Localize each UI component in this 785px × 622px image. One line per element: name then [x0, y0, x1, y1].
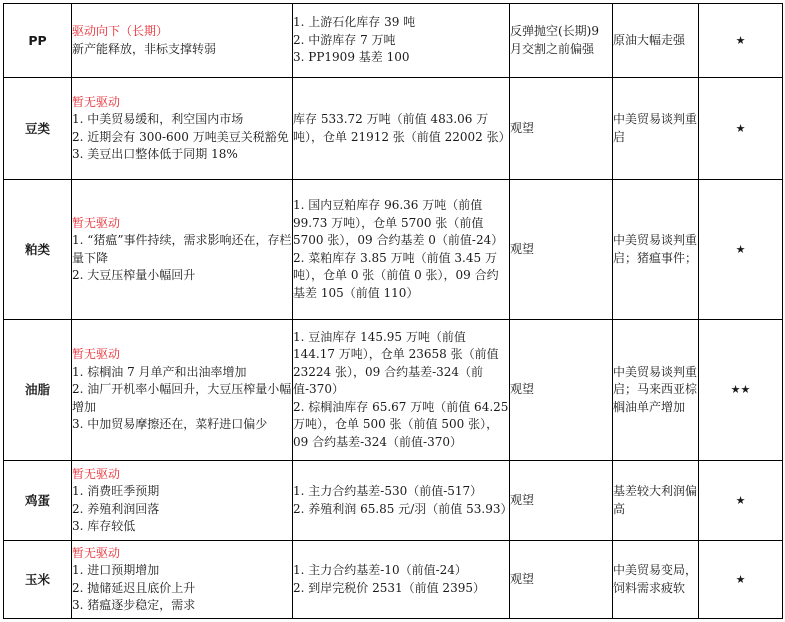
drive-line: 2. 大豆压榨量小幅回升 [72, 268, 196, 282]
table-row [4, 320, 783, 461]
drive-cell [72, 4, 293, 78]
star-rating: ★ [699, 541, 783, 619]
drive-heading: 暂无驱动 [72, 215, 121, 230]
data-line: 库存 533.72 万吨（前值 483.06 万吨），仓单 21912 张（前值 22002 张） [293, 112, 511, 144]
drive-heading: 驱动向下（长期） [72, 24, 169, 38]
drive-cell [72, 320, 293, 461]
data-cell [293, 78, 510, 180]
drive-line: 3. 猪瘟逐步稳定，需求 [72, 598, 196, 612]
drive-line: 1. 进口预期增加 [72, 563, 160, 577]
drive-heading: 暂无驱动 [72, 94, 121, 109]
star-rating: ★ [699, 4, 783, 78]
data-line: 1. 主力合约基差-10（前值-24） [293, 563, 467, 577]
risk-cell: 中美贸易谈判重启；马来西亚棕榈油单产增加 [613, 320, 699, 461]
drive-line: 2. 油厂开机率小幅回升，大豆压榨量小幅增加 [72, 382, 292, 414]
commodity-name: 油脂 [4, 320, 72, 461]
risk-cell: 基差较大利润偏高 [613, 461, 699, 541]
commodity-name: 豆类 [4, 78, 72, 180]
risk-cell: 中美贸易谈判重启 [613, 78, 699, 180]
drive-cell [72, 461, 293, 541]
commodity-strategy-table [3, 3, 783, 619]
drive-heading: 暂无驱动 [72, 466, 121, 481]
commodity-name: PP [4, 4, 72, 78]
view-cell: 观望 [510, 541, 613, 619]
view-cell: 观望 [510, 180, 613, 320]
data-cell [293, 4, 510, 78]
data-line: 2. 中游库存 7 万吨 [293, 32, 396, 47]
commodity-name: 粕类 [4, 180, 72, 320]
risk-cell: 中美贸易变局，饲料需求疲软 [613, 541, 699, 619]
data-cell [293, 180, 510, 320]
drive-line: 3. 库存较低 [72, 519, 136, 533]
drive-cell [72, 541, 293, 619]
drive-line: 2. 养殖利润回落 [72, 501, 160, 516]
view-cell: 反弹抛空(长期)9 月交割之前偏强 [510, 4, 613, 78]
drive-line: 3. 美豆出口整体低于同期 18% [72, 147, 238, 161]
view-cell: 观望 [510, 320, 613, 461]
star-rating: ★★ [699, 320, 783, 461]
view-cell: 观望 [510, 461, 613, 541]
drive-line: 2. 抛储延迟且底价上升 [72, 580, 196, 595]
drive-cell [72, 180, 293, 320]
view-cell: 观望 [510, 78, 613, 180]
star-rating: ★ [699, 461, 783, 541]
table-row [4, 180, 783, 320]
data-cell [293, 461, 513, 541]
star-rating: ★ [699, 78, 783, 180]
commodity-name: 鸡蛋 [4, 461, 72, 541]
star-rating: ★ [699, 180, 783, 320]
data-line: 2. 到岸完税价 2531（前值 2395） [293, 580, 485, 595]
data-line: 2. 菜粕库存 3.85 万吨（前值 3.45 万吨），仓单 0 张（前值 0 张），09 合约基差 105（前值 110） [293, 250, 499, 300]
drive-heading: 暂无驱动 [72, 545, 121, 560]
table-row [4, 461, 783, 541]
drive-line: 1. “猪瘟”事件持续，需求影响还在，存栏量下降 [72, 233, 292, 265]
data-line: 2. 养殖利润 65.85 元/羽（前值 53.93） [293, 501, 513, 516]
data-line: 1. 上游石化库存 39 吨 [293, 15, 416, 30]
data-line: 1. 国内豆粕库存 96.36 万吨（前值 99.73 万吨），仓单 5700 张（前值 5700 张），09 合约基差 0（前值-24） [293, 198, 504, 247]
drive-heading: 暂无驱动 [72, 347, 121, 362]
data-cell [293, 541, 510, 619]
drive-line: 2. 近期会有 300-600 万吨美豆关税豁免 [72, 129, 289, 144]
commodity-name: 玉米 [4, 541, 72, 619]
drive-line: 1. 中美贸易缓和，利空国内市场 [72, 112, 244, 126]
data-line: 1. 豆油库存 145.95 万吨（前值 144.17 万吨），仓单 23658 张（前值 23224 张），09 合约基差-324（前值-370） [293, 329, 499, 397]
drive-line: 1. 消费旺季预期 [72, 484, 160, 498]
data-cell [293, 320, 510, 461]
table-row [4, 541, 783, 619]
risk-cell: 原油大幅走强 [613, 4, 699, 78]
data-line: 3. PP1909 基差 100 [293, 50, 410, 65]
drive-line: 3. 中加贸易摩擦还在，菜籽进口偏少 [72, 417, 268, 432]
table-row [4, 4, 783, 78]
data-line: 1. 主力合约基差-530（前值-517） [293, 484, 483, 498]
drive-line: 1. 棕榈油 7 月单产和出油率增加 [72, 364, 247, 379]
drive-line: 新产能释放，非标支撑转弱 [72, 41, 217, 56]
data-line: 2. 棕榈油库存 65.67 万吨（前值 64.25 万吨），仓单 500 张（前值 500 张），09 合约基差-324（前值-370） [293, 399, 509, 449]
drive-cell [72, 78, 293, 180]
risk-cell: 中美贸易谈判重启；猪瘟事件； [613, 180, 699, 320]
table-row [4, 78, 783, 180]
